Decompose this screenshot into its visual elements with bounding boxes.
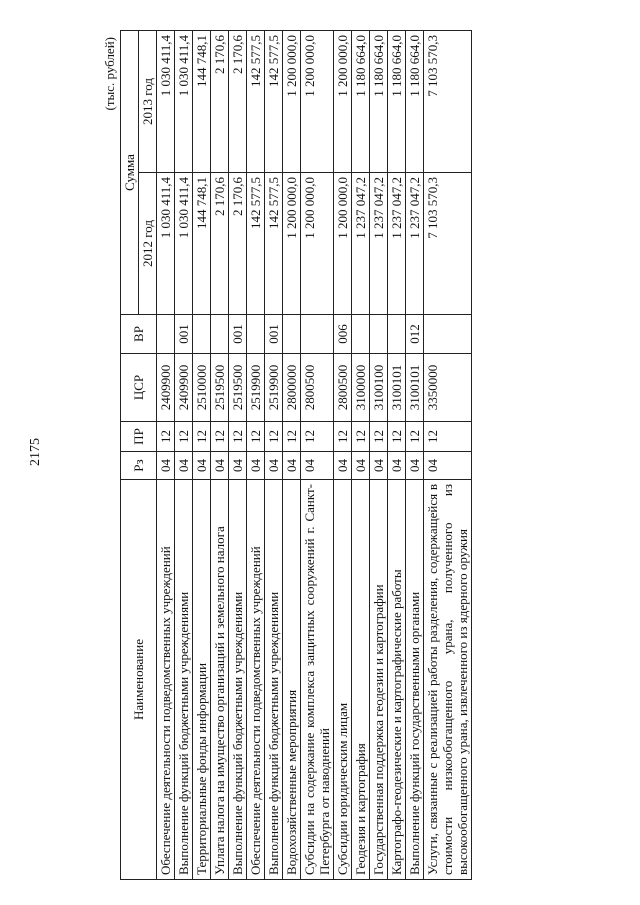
table-row bbox=[334, 31, 352, 880]
row-rz: 04 bbox=[157, 452, 175, 480]
row-csr: 2510000 bbox=[193, 354, 211, 422]
header-sum: Сумма bbox=[121, 31, 139, 315]
row-csr: 2409900 bbox=[175, 354, 193, 422]
row-value-2012: 2 170,6 bbox=[229, 173, 247, 315]
row-value-2013: 144 748,1 bbox=[193, 31, 211, 173]
row-rz: 04 bbox=[370, 452, 388, 480]
row-value-2012: 1 237 047,2 bbox=[406, 173, 424, 315]
row-name: Государственная поддержка геодезии и картографии bbox=[370, 480, 388, 880]
row-vr: 001 bbox=[229, 315, 247, 354]
row-rz: 04 bbox=[301, 452, 334, 480]
row-vr bbox=[211, 315, 229, 354]
row-name: Обеспечение деятельности подведомственных учреждений bbox=[247, 480, 265, 880]
row-csr: 3350000 bbox=[424, 354, 472, 422]
row-name: Территориальные фонды информации bbox=[193, 480, 211, 880]
row-name: Услуги, связанные с реализацией работы разделения, содержащейся в стоимости низкообогащенного урана, полученного из высокообогащенного урана, извлеченного из ядерного оружия bbox=[424, 480, 472, 880]
row-value-2012: 1 200 000,0 bbox=[301, 173, 334, 315]
row-csr: 2800000 bbox=[283, 354, 301, 422]
row-rz: 04 bbox=[334, 452, 352, 480]
row-pr: 12 bbox=[265, 422, 283, 452]
row-rz: 04 bbox=[352, 452, 370, 480]
row-csr: 3100101 bbox=[388, 354, 406, 422]
units-label: (тыс. рублей) bbox=[102, 37, 117, 111]
row-csr: 2409900 bbox=[157, 354, 175, 422]
row-value-2012: 142 577,5 bbox=[247, 173, 265, 315]
row-pr: 12 bbox=[406, 422, 424, 452]
table-row bbox=[157, 31, 175, 880]
row-vr: 001 bbox=[265, 315, 283, 354]
row-name: Обеспечение деятельности подведомственных учреждений bbox=[157, 480, 175, 880]
row-vr bbox=[370, 315, 388, 354]
row-name: Картографо-геодезические и картографические работы bbox=[388, 480, 406, 880]
row-value-2012: 1 237 047,2 bbox=[388, 173, 406, 315]
row-rz: 04 bbox=[211, 452, 229, 480]
row-name: Уплата налога на имущество организаций и земельного налога bbox=[211, 480, 229, 880]
row-value-2013: 1 180 664,0 bbox=[370, 31, 388, 173]
row-value-2012: 1 237 047,2 bbox=[352, 173, 370, 315]
row-name: Водохозяйственные мероприятия bbox=[283, 480, 301, 880]
row-rz: 04 bbox=[247, 452, 265, 480]
row-pr: 12 bbox=[175, 422, 193, 452]
header-name: Наименование bbox=[121, 480, 157, 880]
row-value-2013: 142 577,5 bbox=[247, 31, 265, 173]
row-csr: 2800500 bbox=[334, 354, 352, 422]
row-pr: 12 bbox=[370, 422, 388, 452]
row-csr: 2519500 bbox=[229, 354, 247, 422]
table-row bbox=[370, 31, 388, 880]
row-value-2013: 2 170,6 bbox=[229, 31, 247, 173]
table-row bbox=[175, 31, 193, 880]
row-value-2012: 1 237 047,2 bbox=[370, 173, 388, 315]
row-vr bbox=[157, 315, 175, 354]
row-value-2013: 1 030 411,4 bbox=[175, 31, 193, 173]
row-value-2012: 7 103 570,3 bbox=[424, 173, 472, 315]
row-csr: 2519500 bbox=[211, 354, 229, 422]
row-pr: 12 bbox=[247, 422, 265, 452]
header-rz: Рз bbox=[121, 452, 157, 480]
budget-table bbox=[120, 30, 472, 880]
row-vr bbox=[283, 315, 301, 354]
page-number: 2175 bbox=[28, 438, 43, 466]
header-vr: ВР bbox=[121, 315, 157, 354]
row-vr: 012 bbox=[406, 315, 424, 354]
row-value-2013: 142 577,5 bbox=[265, 31, 283, 173]
row-pr: 12 bbox=[334, 422, 352, 452]
table-row bbox=[193, 31, 211, 880]
table-row bbox=[211, 31, 229, 880]
table-row bbox=[388, 31, 406, 880]
row-pr: 12 bbox=[157, 422, 175, 452]
table-body bbox=[157, 31, 472, 880]
table-row bbox=[247, 31, 265, 880]
table-row bbox=[352, 31, 370, 880]
row-pr: 12 bbox=[301, 422, 334, 452]
table-row bbox=[406, 31, 424, 880]
row-pr: 12 bbox=[211, 422, 229, 452]
row-value-2012: 1 030 411,4 bbox=[175, 173, 193, 315]
row-vr bbox=[247, 315, 265, 354]
row-value-2013: 2 170,6 bbox=[211, 31, 229, 173]
header-csr: ЦСР bbox=[121, 354, 157, 422]
row-rz: 04 bbox=[175, 452, 193, 480]
table-row bbox=[283, 31, 301, 880]
row-value-2013: 1 180 664,0 bbox=[406, 31, 424, 173]
row-pr: 12 bbox=[283, 422, 301, 452]
table-row bbox=[229, 31, 247, 880]
row-value-2013: 1 180 664,0 bbox=[352, 31, 370, 173]
row-value-2012: 142 577,5 bbox=[265, 173, 283, 315]
row-vr bbox=[193, 315, 211, 354]
row-rz: 04 bbox=[388, 452, 406, 480]
row-vr bbox=[352, 315, 370, 354]
row-name: Выполнение функций бюджетными учреждениями bbox=[229, 480, 247, 880]
row-rz: 04 bbox=[424, 452, 472, 480]
header-year-2012: 2012 год bbox=[139, 173, 157, 315]
row-csr: 3100101 bbox=[406, 354, 424, 422]
table-row bbox=[265, 31, 283, 880]
table-row bbox=[424, 31, 472, 880]
row-csr: 3100100 bbox=[370, 354, 388, 422]
row-name: Выполнение функций государственными органами bbox=[406, 480, 424, 880]
row-rz: 04 bbox=[193, 452, 211, 480]
row-vr bbox=[301, 315, 334, 354]
row-pr: 12 bbox=[352, 422, 370, 452]
row-csr: 3100000 bbox=[352, 354, 370, 422]
row-value-2013: 1 200 000,0 bbox=[301, 31, 334, 173]
row-pr: 12 bbox=[424, 422, 472, 452]
row-name: Субсидии на содержание комплекса защитных сооружений г. Санкт-Петербурга от наводнений bbox=[301, 480, 334, 880]
row-value-2012: 1 200 000,0 bbox=[334, 173, 352, 315]
row-rz: 04 bbox=[283, 452, 301, 480]
row-name: Субсидии юридическим лицам bbox=[334, 480, 352, 880]
row-value-2012: 2 170,6 bbox=[211, 173, 229, 315]
row-vr: 001 bbox=[175, 315, 193, 354]
row-pr: 12 bbox=[388, 422, 406, 452]
row-value-2012: 1 200 000,0 bbox=[283, 173, 301, 315]
row-value-2013: 1 200 000,0 bbox=[334, 31, 352, 173]
row-vr bbox=[388, 315, 406, 354]
row-value-2013: 1 180 664,0 bbox=[388, 31, 406, 173]
row-name: Выполнение функций бюджетными учреждениями bbox=[175, 480, 193, 880]
table-row bbox=[301, 31, 334, 880]
row-name: Геодезия и картография bbox=[352, 480, 370, 880]
row-vr: 006 bbox=[334, 315, 352, 354]
row-pr: 12 bbox=[193, 422, 211, 452]
header-pr: ПР bbox=[121, 422, 157, 452]
row-value-2013: 1 200 000,0 bbox=[283, 31, 301, 173]
row-csr: 2519900 bbox=[247, 354, 265, 422]
row-csr: 2800500 bbox=[301, 354, 334, 422]
row-value-2013: 1 030 411,4 bbox=[157, 31, 175, 173]
row-name: Выполнение функций бюджетными учреждениями bbox=[265, 480, 283, 880]
row-value-2012: 144 748,1 bbox=[193, 173, 211, 315]
row-rz: 04 bbox=[229, 452, 247, 480]
row-vr bbox=[424, 315, 472, 354]
header-year-2013: 2013 год bbox=[139, 31, 157, 173]
row-csr: 2519900 bbox=[265, 354, 283, 422]
row-value-2013: 7 103 570,3 bbox=[424, 31, 472, 173]
row-rz: 04 bbox=[265, 452, 283, 480]
row-pr: 12 bbox=[229, 422, 247, 452]
row-value-2012: 1 030 411,4 bbox=[157, 173, 175, 315]
row-rz: 04 bbox=[406, 452, 424, 480]
rotated-page-content bbox=[100, 31, 540, 880]
